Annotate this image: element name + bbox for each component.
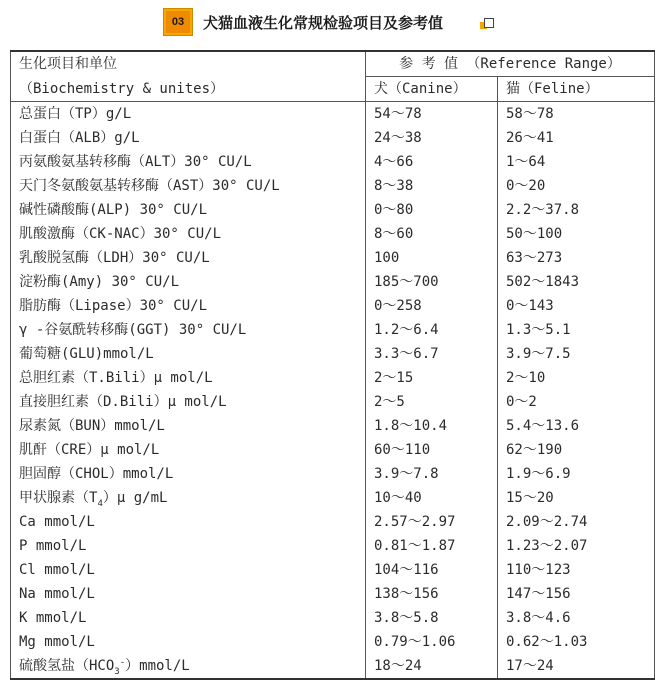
item-cell: P mmol/L — [11, 534, 366, 558]
table-row — [11, 174, 655, 198]
table-row — [11, 438, 655, 462]
item-cell: 淀粉酶(Amy) 30° CU/L — [11, 270, 366, 294]
canine-value: 2～15 — [366, 366, 498, 390]
feline-value: 3.9～7.5 — [498, 342, 655, 366]
canine-value: 24～38 — [366, 126, 498, 150]
table-row — [11, 630, 655, 654]
feline-value: 58～78 — [498, 102, 655, 127]
canine-value: 1.8～10.4 — [366, 414, 498, 438]
item-cell: 直接胆红素（D.Bili）μ mol/L — [11, 390, 366, 414]
item-subscript: 4 — [97, 498, 103, 509]
item-cell: Cl mmol/L — [11, 558, 366, 582]
feline-value: 62～190 — [498, 438, 655, 462]
table-row — [11, 414, 655, 438]
subheader-row — [11, 77, 655, 102]
canine-value: 2.57～2.97 — [366, 510, 498, 534]
canine-value: 2～5 — [366, 390, 498, 414]
item-text: ）mmol/L — [125, 658, 190, 674]
table-row — [11, 198, 655, 222]
section-number: 03 — [166, 11, 190, 33]
item-text: ）μ g/mL — [102, 490, 168, 506]
item-subscript: 3 — [114, 666, 120, 677]
table-row — [11, 390, 655, 414]
feline-value: 0.62～1.03 — [498, 630, 655, 654]
table-row — [11, 318, 655, 342]
table-row — [11, 342, 655, 366]
table-row — [11, 222, 655, 246]
item-cell: Ca mmol/L — [11, 510, 366, 534]
table-row — [11, 294, 655, 318]
canine-value: 138～156 — [366, 582, 498, 606]
item-cell: 乳酸脱氢酶（LDH）30° CU/L — [11, 246, 366, 270]
canine-value: 0.81～1.87 — [366, 534, 498, 558]
item-cell: γ -谷氨酰转移酶(GGT) 30° CU/L — [11, 318, 366, 342]
feline-value: 2.09～2.74 — [498, 510, 655, 534]
canine-value: 8～60 — [366, 222, 498, 246]
item-cell: Mg mmol/L — [11, 630, 366, 654]
page-title: 犬猫血液生化常规检验项目及参考值 — [203, 14, 444, 32]
feline-value: 50～100 — [498, 222, 655, 246]
table-row — [11, 606, 655, 630]
feline-value: 15～20 — [498, 486, 655, 510]
canine-value: 54～78 — [366, 102, 498, 127]
item-cell: Na mmol/L — [11, 582, 366, 606]
item-cell — [11, 486, 366, 510]
canine-value: 3.8～5.8 — [366, 606, 498, 630]
item-cell: 总胆红素（T.Bili）μ mol/L — [11, 366, 366, 390]
header-item-cn: 生化项目和单位 — [11, 51, 366, 77]
item-cell: 胆固醇（CHOL）mmol/L — [11, 462, 366, 486]
table-row — [11, 510, 655, 534]
table-row — [11, 102, 655, 127]
title-bar — [0, 0, 664, 44]
canine-value: 104～116 — [366, 558, 498, 582]
item-cell: 天门冬氨酸氨基转移酶（AST）30° CU/L — [11, 174, 366, 198]
feline-value: 0～20 — [498, 174, 655, 198]
decorative-squares-icon — [480, 18, 494, 32]
feline-value: 3.8～4.6 — [498, 606, 655, 630]
item-cell: 尿素氮（BUN）mmol/L — [11, 414, 366, 438]
canine-value: 0.79～1.06 — [366, 630, 498, 654]
canine-value: 18～24 — [366, 654, 498, 679]
header-reference-range: 参 考 值 （Reference Range） — [366, 51, 655, 77]
feline-value: 63～273 — [498, 246, 655, 270]
canine-value: 10～40 — [366, 486, 498, 510]
table-row — [11, 366, 655, 390]
canine-value: 185～700 — [366, 270, 498, 294]
table-row — [11, 582, 655, 606]
table-row — [11, 270, 655, 294]
canine-value: 4～66 — [366, 150, 498, 174]
feline-value: 0～143 — [498, 294, 655, 318]
table-row — [11, 558, 655, 582]
table-row — [11, 126, 655, 150]
feline-value: 1.9～6.9 — [498, 462, 655, 486]
item-cell: 白蛋白（ALB）g/L — [11, 126, 366, 150]
feline-value: 147～156 — [498, 582, 655, 606]
feline-value: 26～41 — [498, 126, 655, 150]
table-row — [11, 462, 655, 486]
item-cell: 脂肪酶（Lipase）30° CU/L — [11, 294, 366, 318]
feline-value: 5.4～13.6 — [498, 414, 655, 438]
table-row — [11, 534, 655, 558]
item-cell: 肌酸激酶（CK-NAC）30° CU/L — [11, 222, 366, 246]
feline-value: 502～1843 — [498, 270, 655, 294]
feline-value: 1～64 — [498, 150, 655, 174]
reference-table — [10, 50, 655, 680]
section-number-badge — [163, 8, 193, 36]
canine-value: 8～38 — [366, 174, 498, 198]
table-row — [11, 654, 655, 679]
feline-value: 110～123 — [498, 558, 655, 582]
item-cell: 肌酐（CRE）μ mol/L — [11, 438, 366, 462]
item-cell: K mmol/L — [11, 606, 366, 630]
canine-value: 60～110 — [366, 438, 498, 462]
canine-value: 1.2～6.4 — [366, 318, 498, 342]
item-cell: 丙氨酸氨基转移酶（ALT）30° CU/L — [11, 150, 366, 174]
item-cell: 总蛋白（TP）g/L — [11, 102, 366, 127]
feline-value: 2.2～37.8 — [498, 198, 655, 222]
table-row — [11, 486, 655, 510]
canine-value: 0～258 — [366, 294, 498, 318]
canine-value: 100 — [366, 246, 498, 270]
header-row — [11, 51, 655, 77]
item-cell: 葡萄糖(GLU)mmol/L — [11, 342, 366, 366]
canine-value: 3.3～6.7 — [366, 342, 498, 366]
item-superscript: - — [119, 657, 126, 668]
feline-value: 17～24 — [498, 654, 655, 679]
feline-value: 0～2 — [498, 390, 655, 414]
feline-value: 1.23～2.07 — [498, 534, 655, 558]
feline-value: 1.3～5.1 — [498, 318, 655, 342]
header-item-en: （Biochemistry & unites） — [11, 77, 366, 102]
item-cell — [11, 654, 366, 679]
canine-value: 0～80 — [366, 198, 498, 222]
table-row — [11, 246, 655, 270]
item-text: 硫酸氢盐（HCO — [19, 658, 115, 674]
item-text: 甲状腺素（T — [19, 490, 98, 506]
item-cell: 碱性磷酸酶(ALP) 30° CU/L — [11, 198, 366, 222]
feline-value: 2～10 — [498, 366, 655, 390]
table-row — [11, 150, 655, 174]
header-canine: 犬（Canine） — [366, 77, 498, 102]
header-feline: 猫（Feline） — [498, 77, 655, 102]
canine-value: 3.9～7.8 — [366, 462, 498, 486]
